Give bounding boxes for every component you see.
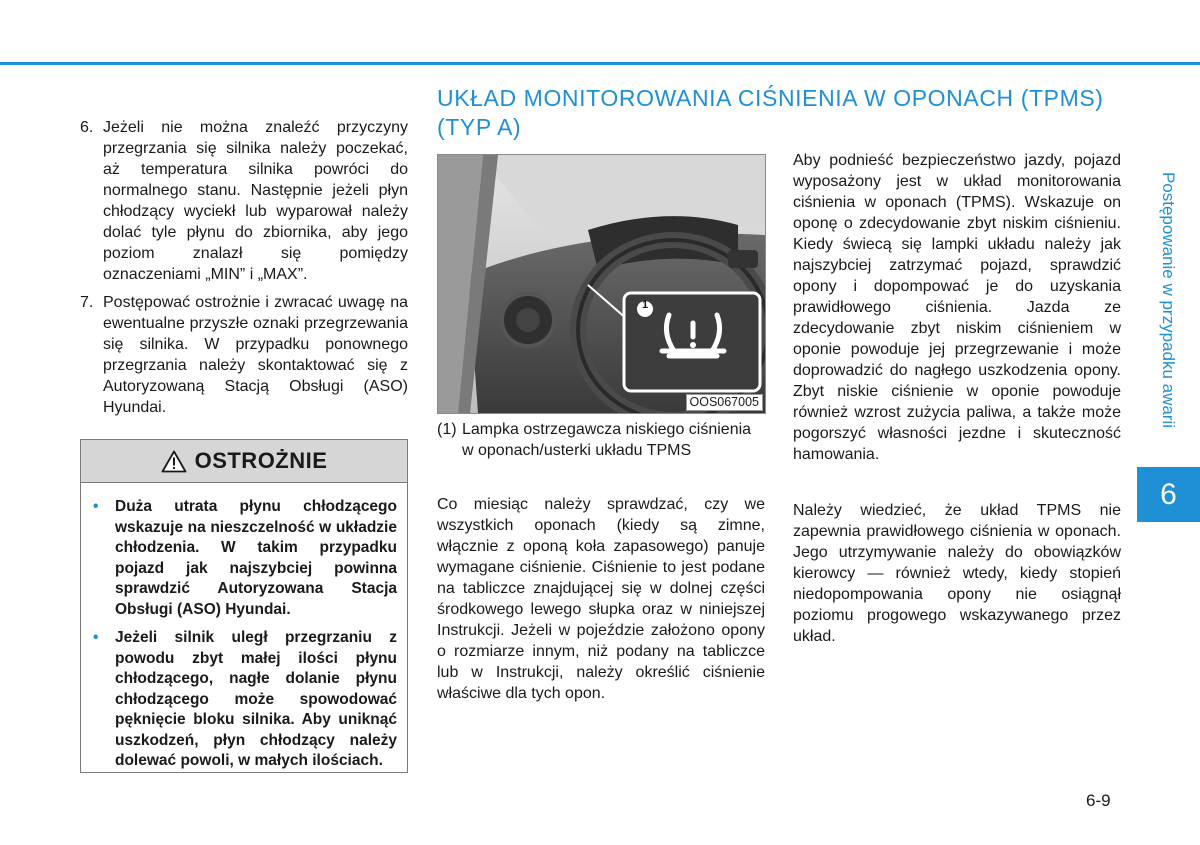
list-item (93, 628, 397, 772)
chapter-number-tab: 6 (1137, 467, 1200, 522)
caption-number: (1) (437, 421, 457, 438)
body-paragraph (793, 500, 1121, 647)
step-number: 6. (80, 119, 94, 136)
paragraph-text: Należy wiedzieć, że układ TPMS nie zapewnia prawidłowego ciśnienia w oponach. Jego utrzymywanie należy do obowiązków kierowcy — również wtedy, kiedy stopień niedopompowania opony nie osiągnął poziomu progowego wskazywanego przez układ. (793, 502, 1121, 645)
callout-number: 1 (641, 299, 649, 311)
dashboard-photo (438, 155, 765, 413)
figure-caption (437, 419, 765, 461)
list-item (93, 497, 397, 620)
warning-triangle-icon (161, 450, 187, 473)
bullet: • (93, 498, 99, 515)
page-number: 6-9 (1086, 791, 1111, 810)
body-paragraph (437, 494, 765, 704)
caution-header (81, 440, 407, 483)
procedure-steps (80, 117, 408, 425)
header-rule (0, 62, 1200, 65)
caution-list (81, 483, 407, 772)
section-heading: UKŁAD MONITOROWANIA CIŚNIENIA W OPONACH (TPMS) (TYP A) (437, 85, 1104, 140)
list-item (80, 117, 408, 285)
caution-title: OSTROŻNIE (194, 448, 328, 473)
caution-item-text: Duża utrata płynu chłodzącego wskazuje na nieszczelność w układzie chłodzenia. W takim przypadku pojazd jak najszybciej powinna sprawdzić Autoryzowana Stacja Obsługi (ASO) Hyundai. (115, 498, 397, 618)
bullet: • (93, 629, 99, 646)
list-item (80, 292, 408, 418)
figure-code: OOS067005 (686, 394, 764, 411)
chapter-title: Postępowanie w przypadku awarii (1159, 171, 1178, 429)
paragraph-text: Aby podnieść bezpieczeństwo jazdy, pojazd wyposażony jest w układ monitorowania ciśnienia w oponach (TPMS). Wskazuje on oponę o zdecydowanie zbyt niskim ciśnieniu. Kiedy świecą się lampki układu należy jak najszybciej zatrzymać pojazd, sprawdzić opony i dopompować je do uzyskania prawidłowego ciśnienia. Jazda ze zdecydowanie zbyt niskim ciśnieniem w oponie powoduje jej przegrzewanie i może doprowadzić do nagłego uszkodzenia opony. Zbyt niskie ciśnienie w oponie powoduje również wzrost zużycia paliwa, a także może pogorszyć własności jezdne i skuteczność hamowania. (793, 152, 1121, 463)
caution-item-text: Jeżeli silnik uległ przegrzaniu z powodu zbyt małej ilości płynu chłodzącego, nagłe dolanie płynu chłodzącego może spowodować pęknięcie bloku silnika. Aby uniknąć uszkodzeń, płyn chłodzący należy dolewać powoli, w małych ilościach. (115, 629, 397, 769)
body-paragraph (793, 150, 1121, 465)
step-text: Jeżeli nie można znaleźć przyczyny przegrzania się silnika należy poczekać, aż temperatura silnika powróci do normalnego stanu. Następnie jeżeli płyn chłodzący wyciekł lub wyparował należy dolać tyle płynu do zbiornika, aby jego poziom znalazł się pomiędzy oznaczeniami „MIN” i „MAX”. (103, 119, 408, 283)
caption-text: Lampka ostrzegawcza niskiego ciśnienia w oponach/usterki układu TPMS (462, 421, 752, 459)
step-number: 7. (80, 294, 94, 311)
caution-box (80, 439, 408, 773)
dashboard-illustration (437, 154, 766, 414)
step-text: Postępować ostrożnie i zwracać uwagę na ewentualne przyszłe oznaki przegrzewania się silnika. W przypadku ponownego przegrzania należy skontaktować się z Autoryzowaną Stacją Obsługi (ASO) Hyundai. (103, 294, 408, 416)
paragraph-text: Co miesiąc należy sprawdzać, czy we wszystkich oponach (kiedy są zimne, włącznie z oponą koła zapasowego) panuje wymagane ciśnienie. Ciśnienie to jest podane na tabliczce znajdującej się w dolnej części środkowego lewego słupka oraz w niniejszej Instrukcji. Jeżeli w pojeździe założono opony o rozmiarze innym, niż podany na tabliczce lub w Instrukcji, należy określić ciśnienie właściwe dla tych opon. (437, 496, 765, 702)
